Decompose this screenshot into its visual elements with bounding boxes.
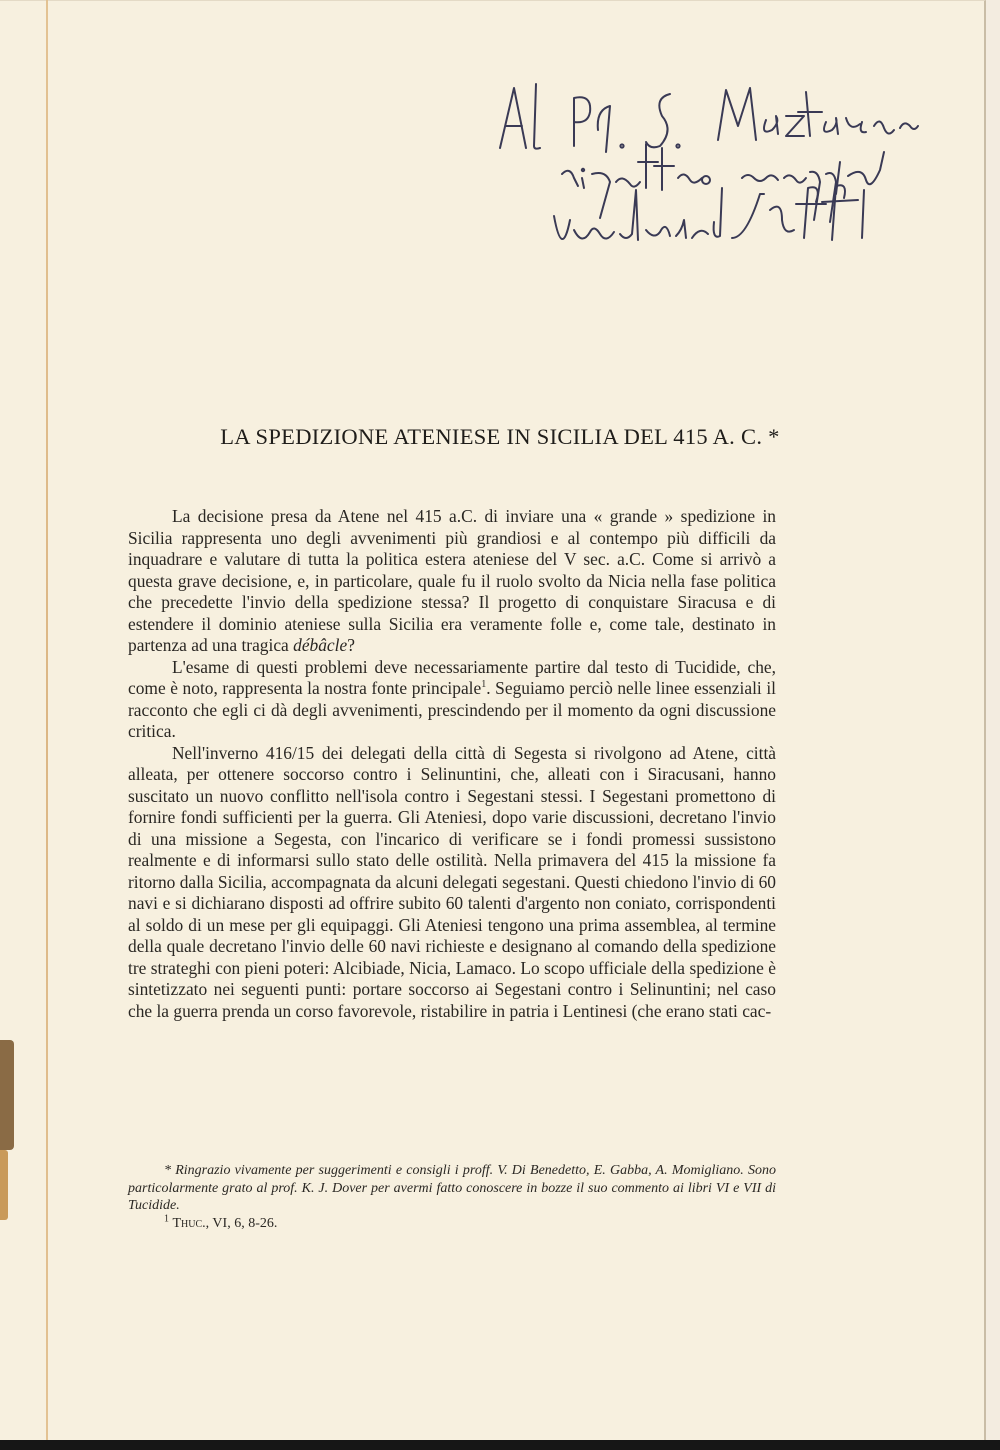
footnote-star: * Ringrazio vivamente per suggerimenti e consigli i proff. V. Di Benedetto, E. Gabba, A. Momigliano. Sono particolarmente grato al prof. K. J. Dover per avermi fatto conoscere in bozze il suo commento ai libri VI e VII di Tucidide. xyxy=(128,1163,776,1213)
footnote-1-author: Thuc. xyxy=(172,1215,206,1231)
dedication-signature-drawing xyxy=(470,70,940,260)
handwritten-dedication xyxy=(470,70,940,260)
paragraph-2-text-cont: . Seguiamo perciò nelle linee essenziali il racconto che egli ci dà degli avvenimenti, prescindendo per il momento da ogni discussione critica. xyxy=(128,678,776,741)
footnote-1 xyxy=(128,1212,776,1233)
paragraph-2 xyxy=(128,657,776,743)
footnotes xyxy=(128,1162,776,1232)
footnote-1-reference: , VI, 6, 8-26. xyxy=(205,1215,278,1231)
paragraph-2-text: L'esame di questi problemi deve necessariamente partire dal testo di Tucidide, che, come è noto, rappresenta la nostra fonte principale xyxy=(128,656,776,698)
footnote-1-number: 1 xyxy=(164,1212,169,1224)
fold-line xyxy=(46,0,48,1440)
paragraph-1-italic: débâcle xyxy=(293,635,348,655)
paragraph-1-text: La decisione presa da Atene nel 415 a.C. di inviare una « grande » spedizione in Sicilia rappresenta uno degli avvenimenti più grandiosi e al contempo più difficili da inquadrare e valutare di tutta la politica estera ateniese del V sec. a.C. Come si arrivò a questa grave decisione, e, in particolare, quale fu il ruolo svolto da Nicia nella fase politica che precedette l'invio della spedizione stessa? Il progetto di conquistare Siracusa e di estendere il dominio ateniese sulla Sicilia era veramente folle e, come tale, destinato in partenza ad una tragica xyxy=(128,506,776,655)
article-body xyxy=(128,506,776,1022)
paragraph-1 xyxy=(128,506,776,657)
scan-edge-band xyxy=(0,1440,1000,1450)
binding-stain xyxy=(0,1040,14,1150)
footnote-ref-1[interactable]: 1 xyxy=(481,679,487,691)
paragraph-1-end: ? xyxy=(347,635,355,655)
binding-stain-lower xyxy=(0,1150,8,1220)
article-title: LA SPEDIZIONE ATENIESE IN SICILIA DEL 415 A. C. * xyxy=(220,424,780,449)
paragraph-3: Nell'inverno 416/15 dei delegati della città di Segesta si rivolgono ad Atene, città alleata, per ottenere soccorso contro i Selinuntini, che, alleati con i Siracusani, hanno suscitato un nuovo conflitto nell'isola contro i Segestani stessi. I Segestani promettono di fornire fondi sufficienti per la guerra. Gli Ateniesi, dopo varie discussioni, decretano l'invio di una missione a Segesta, con l'incarico di verificare se i fondi promessi sussistono realmente e di informarsi sullo stato delle ostilità. Nella primavera del 415 la missione fa ritorno dalla Sicilia, accompagnata da alcuni delegati segestani. Questi chiedono l'invio di 60 navi e si dichiarano disposti ad offrire subito 60 talenti d'argento non coniato, corrispondenti al soldo di un mese per gli equipaggi. Gli Ateniesi tengono una prima assemblea, al termine della quale decretano l'invio delle 60 navi richieste e designano al comando della spedizione tre strateghi con pieni poteri: Alcibiade, Nicia, Lamaco. Lo scopo ufficiale della spedizione è sintetizzato nei seguenti punti: portare soccorso ai Segestani contro i Selinuntini; nel caso che la guerra prenda un corso favorevole, ristabilire in patria i Lentinesi (che erano stati cac- xyxy=(128,742,776,1021)
